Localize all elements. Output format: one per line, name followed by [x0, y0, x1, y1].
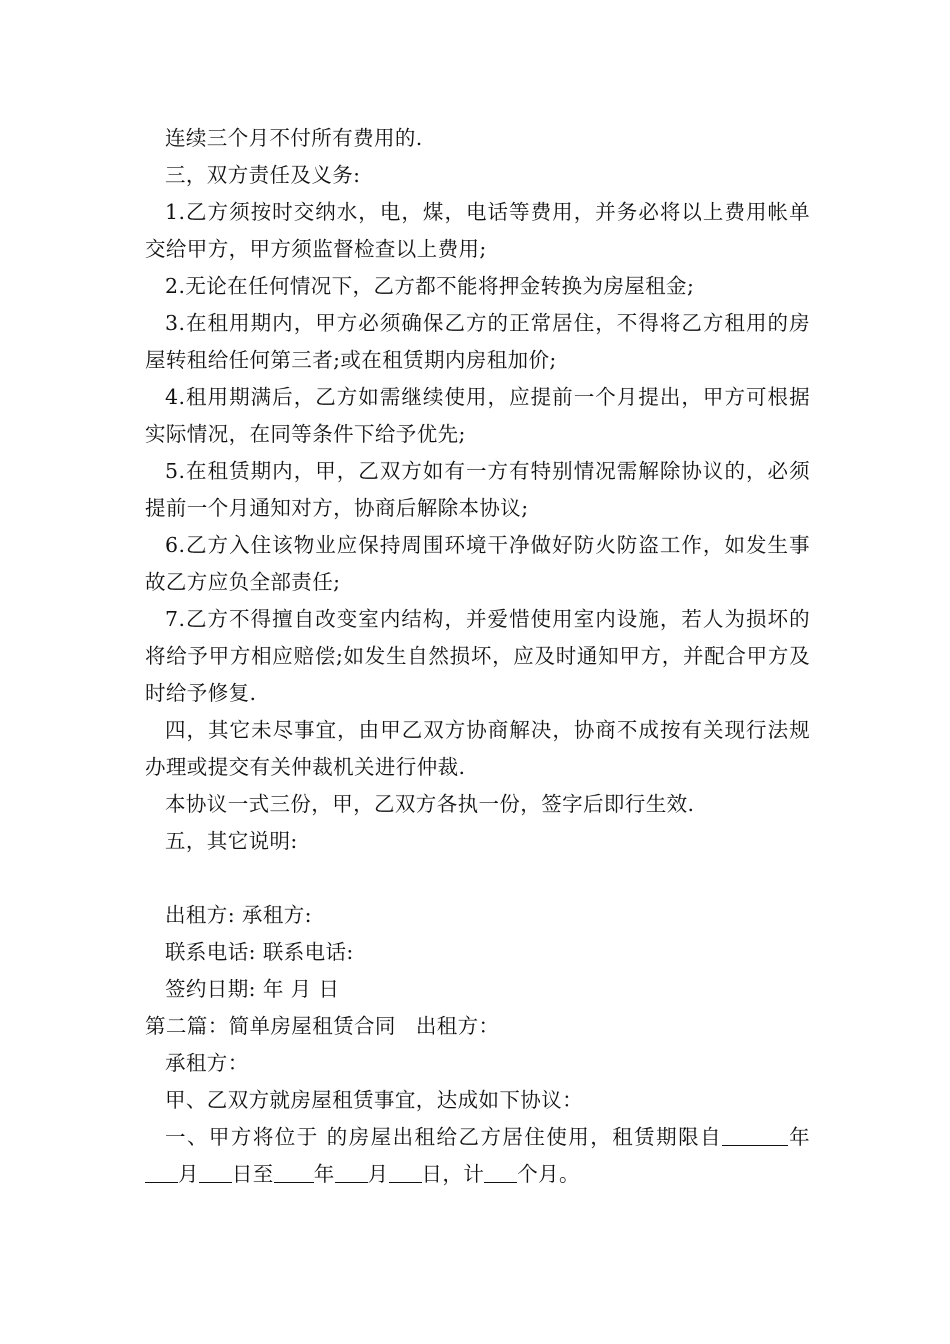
paragraph-clause-tail: 连续三个月不付所有费用的.: [165, 126, 423, 150]
second-contract-heading-line: [145, 1008, 810, 1045]
duty-item-4: 4.租用期满后，乙方如需继续使用，应提前一个月提出，甲方可根据实际情况，在同等条件下给予优先;: [145, 385, 810, 446]
duty-item-5: 5.在租赁期内，甲，乙双方如有一方有特别情况需解除协议的，必须提前一个月通知对方，协商后解除本协议;: [145, 459, 810, 520]
label-year-end: 年: [313, 1162, 335, 1186]
label-month: 月: [178, 1162, 199, 1186]
copies-paragraph: 本协议一式三份，甲，乙双方各执一份，签字后即行生效.: [165, 792, 695, 816]
clause-1-text: 一、甲方将位于 的房屋出租给乙方居住使用，租赁期限自: [165, 1125, 723, 1149]
blank-start-year: [722, 1123, 788, 1146]
label-months-end: 个月。: [517, 1162, 580, 1186]
signature-phones: 联系电话: 联系电话:: [165, 940, 354, 964]
blank-month-count: [484, 1160, 517, 1183]
duty-item-1: 1.乙方须按时交纳水，电，煤，电话等费用，并务必将以上费用帐单交给甲方，甲方须监督检查以上费用;: [145, 200, 810, 261]
document-body: [145, 120, 810, 1193]
label-month-end: 月: [367, 1162, 389, 1186]
section-heading-5: 五，其它说明:: [165, 829, 298, 853]
blank-line: [145, 860, 810, 897]
label-day-total: 日，计: [421, 1162, 485, 1186]
second-contract-landlord: 出租方：: [415, 1014, 500, 1038]
duty-item-6: 6.乙方入住该物业应保持周围环境干净做好防火防盗工作，如发生事故乙方应负全部责任;: [145, 533, 810, 594]
blank-start-month: [145, 1160, 178, 1183]
second-contract-title: 第二篇：简单房屋租赁合同: [145, 1014, 396, 1038]
second-contract-agreement: 甲、乙双方就房屋租赁事宜，达成如下协议：: [165, 1088, 583, 1112]
section-4-paragraph: 四，其它未尽事宜，由甲乙双方协商解决，协商不成按有关现行法规办理或提交有关仲裁机关进行仲裁.: [145, 718, 810, 779]
label-year: 年: [788, 1125, 810, 1149]
label-day-to: 日至: [231, 1162, 274, 1186]
second-contract-clause-1: [145, 1119, 810, 1193]
duty-item-3: 3.在租用期内，甲方必须确保乙方的正常居住，不得将乙方租用的房屋转租给任何第三者;或在租赁期内房租加价;: [145, 311, 810, 372]
second-contract-tenant: 承租方：: [165, 1051, 249, 1075]
signature-date: 签约日期: 年 月 日: [165, 977, 340, 1001]
duty-item-2: 2.无论在任何情况下，乙方都不能将押金转换为房屋租金;: [165, 274, 695, 298]
blank-start-day: [199, 1160, 232, 1183]
blank-end-month: [335, 1160, 368, 1183]
duty-item-7: 7.乙方不得擅自改变室内结构，并爱惜使用室内设施，若人为损坏的将给予甲方相应赔偿;如发生自然损坏，应及时通知甲方，并配合甲方及时给予修复.: [145, 607, 810, 705]
section-heading-3: 三，双方责任及义务:: [165, 163, 361, 187]
signature-parties: 出租方: 承租方:: [165, 903, 312, 927]
blank-end-year: [274, 1160, 314, 1183]
blank-end-day: [389, 1160, 422, 1183]
